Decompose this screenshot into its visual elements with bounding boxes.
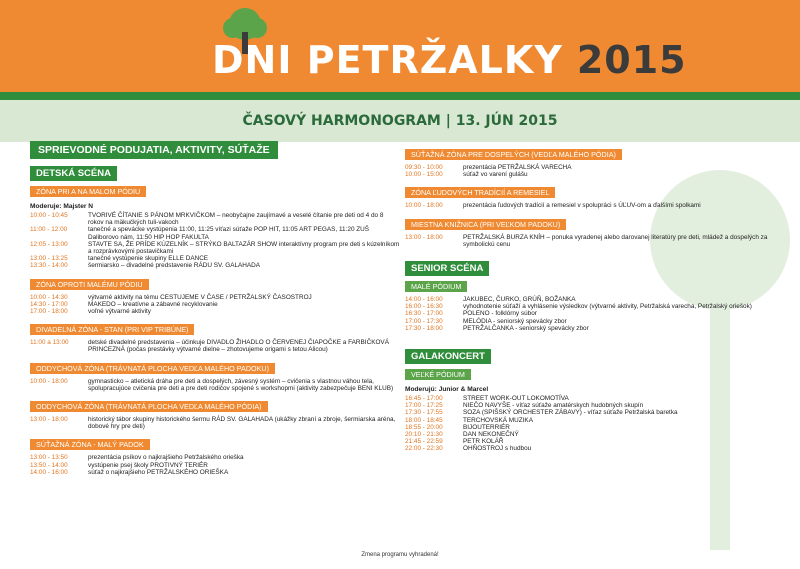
schedule-row bbox=[30, 212, 400, 226]
event-text: historický tábor skupiny historického šermu RÁD SV. GALAHADA (ukážky zbraní a zbroje, šermiarska aréna, dobové hry pre deti) bbox=[88, 416, 396, 431]
time-label: 21:45 - 22:59 bbox=[405, 438, 443, 446]
time-label: 11:00 a 13:00 bbox=[30, 339, 69, 347]
event-text: súťaž vo varení gulášu bbox=[463, 171, 528, 179]
schedule-row bbox=[30, 262, 400, 269]
time-label: 10:00 - 10:45 bbox=[30, 212, 68, 219]
schedule-row bbox=[405, 431, 770, 438]
time-label: 17:00 - 17:30 bbox=[405, 317, 443, 325]
event-text: STREET WORK-OUT LOKOMOTÍVA bbox=[463, 395, 569, 403]
event-text: tanečné a spevácke vystúpenia 11:00, 11:25 víťazi súťaže POP HIT, 11:05 ART PEGAS, 11:20 ZUŠ Daliborovo nám, 11:50 HIP HOP FAKULTA bbox=[88, 226, 370, 241]
program-section bbox=[30, 319, 400, 353]
time-label: 14:00 - 16:00 bbox=[30, 468, 68, 476]
time-label: 22:00 - 22:30 bbox=[405, 445, 443, 453]
time-label: 16:30 - 17:00 bbox=[405, 310, 443, 318]
schedule-row bbox=[405, 303, 770, 310]
header-banner bbox=[0, 0, 800, 100]
schedule-row bbox=[30, 378, 400, 392]
event-text: TERCHOVSKÁ MUZIKA bbox=[463, 416, 533, 424]
page-title: DNI PETRŽALKY 2015 bbox=[212, 38, 687, 82]
schedule-row bbox=[405, 424, 770, 431]
program-section bbox=[30, 274, 400, 316]
time-label: 17:00 - 17:25 bbox=[405, 402, 443, 410]
schedule-row bbox=[405, 445, 770, 452]
event-text: prezentácia ľudových tradícií a remesiel v spolupráci s ÚĽUV-om a ďalšími spolkami bbox=[463, 202, 701, 210]
event-text: vystúpenie psej školy PROTIVNÝ TERIÉR bbox=[88, 461, 208, 469]
time-label: 13:50 - 14:00 bbox=[30, 461, 68, 469]
event-text: voľné výtvarné aktivity bbox=[88, 308, 151, 316]
schedule-row bbox=[30, 462, 400, 469]
schedule-row bbox=[405, 164, 770, 171]
program-section bbox=[405, 346, 770, 453]
event-text: prezentácia PETRŽALSKÁ VARECHA bbox=[463, 164, 572, 171]
time-label: 17:30 - 18:00 bbox=[405, 324, 443, 332]
moderator: Moderujú: Junior & Marcel bbox=[405, 386, 489, 394]
right-column bbox=[405, 140, 770, 453]
program-section bbox=[30, 358, 400, 392]
time-label: 12:05 - 13:00 bbox=[30, 240, 68, 248]
zone-header: MIESTNA KNIŽNICA (PRI VEĽKOM PADOKU) bbox=[405, 219, 566, 230]
program-section bbox=[405, 258, 770, 332]
event-text: prezentácia psíkov o najkrajšieho Petržalského orieška bbox=[88, 454, 244, 462]
moderator: Moderuje: Majster N bbox=[30, 203, 94, 210]
time-label: 16:45 - 17:00 bbox=[405, 395, 443, 403]
program-section bbox=[405, 144, 770, 178]
zone-header: ZÓNA ĽUDOVÝCH TRADÍCIÍ A REMESIEL bbox=[405, 187, 555, 198]
event-text: STAVTE SA, ŽE PRÍDE KÚZELNÍK – STRÝKO BALTAZÁR SHOW interaktívny program pre deti s kúzelníkom a rozprávkovými postavičkami bbox=[88, 240, 400, 256]
time-label: 10:00 - 14:30 bbox=[30, 293, 68, 301]
schedule-row bbox=[405, 325, 770, 332]
event-text: NIEČO NAVYŠE - víťaz súťaže amatérskych hudobných skupín bbox=[463, 402, 644, 410]
time-label: 10:00 - 18:00 bbox=[30, 377, 68, 385]
time-label: 17:00 - 18:00 bbox=[30, 308, 68, 316]
time-label: 13:00 - 18:00 bbox=[30, 416, 68, 424]
schedule-row bbox=[30, 308, 400, 315]
time-label: 13:30 - 14:00 bbox=[30, 262, 68, 270]
left-column bbox=[30, 140, 400, 476]
schedule-row bbox=[405, 409, 770, 416]
time-label: 13:00 - 13:25 bbox=[30, 255, 68, 263]
section-header: SENIOR SCÉNA bbox=[405, 261, 489, 276]
time-label: 18:55 - 20:00 bbox=[405, 423, 443, 431]
time-label: 13:00 - 13:50 bbox=[30, 454, 68, 462]
event-text: TVORIVÉ ČÍTANIE S PÁNOM MRKVIČKOM – neobyčajne zaujímavé a veselé čítanie pre deti od 4 do 8 rokov na mäkučkých tuli-vakoch bbox=[88, 212, 384, 227]
time-label: 18:00 - 18:45 bbox=[405, 416, 443, 424]
footer-note: Zmena programu vyhradená! bbox=[361, 552, 439, 558]
zone-header: MALÉ PÓDIUM bbox=[405, 281, 467, 292]
event-text: gymnasticko – atletická dráha pre deti a dospelých, závesný systém – cvičenia s vlastnou váhou tela, spolupracujúce cvičenia pre deti a pre deti rodičov spojené s workshopmi (aktivity zabezpečuje BENI KLUB) bbox=[88, 377, 394, 392]
section-header: GALAKONCERT bbox=[405, 349, 491, 364]
section-header: DETSKÁ SCÉNA bbox=[30, 166, 117, 181]
schedule-row bbox=[405, 234, 770, 248]
program-section bbox=[405, 214, 770, 248]
time-label: 20:10 - 21:30 bbox=[405, 431, 443, 439]
event-text: súťaž o najkrajšieho PETRŽALSKÉHO ORIEŠKA bbox=[88, 468, 229, 476]
zone-header: ZÓNA OPROTI MALÉMU PÓDIU bbox=[30, 279, 149, 290]
zone-header: DIVADELNÁ ZÓNA - STAN (PRI VIP TRIBÚNE) bbox=[30, 324, 194, 335]
time-label: 13:00 - 18:00 bbox=[405, 233, 443, 241]
event-text: DAN NEKONEČNÝ bbox=[463, 431, 519, 439]
schedule-row bbox=[30, 301, 400, 308]
event-text: MELÓDIA - seniorský spevácky zbor bbox=[463, 317, 567, 325]
event-text: detské divadelné predstavenia – účinkuje DIVADLO ŽIHADLO O ČERVENEJ ČIAPOČKE a FARBIČKOVÁ PRINCEZNÁ (počas prestávky výtvarné dielne – zhotovujeme origami s tetou Alicou) bbox=[88, 339, 389, 354]
event-text: PETRŽALSKÁ BURZA KNÍH – ponuka vyradenej alebo darovanej literatúry pre deti, mládež a dospelých za symbolickú cenu bbox=[463, 233, 768, 248]
zone-header: SÚŤAŽNÁ ZÓNA PRE DOSPELÝCH (VEDĽA MALÉHO PÓDIA) bbox=[405, 149, 622, 160]
time-label: 17:30 - 17:55 bbox=[405, 409, 443, 417]
schedule-row bbox=[30, 454, 400, 461]
event-text: JAKUBEC, ČURKO, GRÚŇ, BOŽANKA bbox=[463, 296, 576, 304]
schedule-row bbox=[405, 296, 770, 303]
zone-header: VEĽKÉ PÓDIUM bbox=[405, 369, 471, 380]
schedule-row bbox=[30, 416, 400, 430]
event-text: výtvarné aktivity na tému CESTUJEME V ČASE / PETRŽALSKÝ ČASOSTROJ bbox=[88, 293, 312, 301]
event-text: tanečné vystúpenie skupiny ELLE DANCE bbox=[88, 255, 209, 263]
time-label: 11:00 - 12:00 bbox=[30, 226, 68, 234]
event-text: šermiarsko – divadelné predstavenie RÁDU SV. GALAHADA bbox=[88, 262, 261, 270]
schedule-row bbox=[30, 469, 400, 476]
program-section bbox=[30, 396, 400, 430]
event-text: PETR KOLÁŘ bbox=[463, 438, 504, 446]
event-text: POLENO - folklórny súbor bbox=[463, 310, 537, 318]
schedule-row bbox=[405, 318, 770, 325]
schedule-row bbox=[405, 438, 770, 445]
event-text: OHŇOSTROJ s hudbou bbox=[463, 445, 532, 453]
event-text: MAKEDO – kreatívne a zábavné recyklovanie bbox=[88, 300, 218, 308]
schedule-row bbox=[30, 294, 400, 301]
event-text: PETRŽALČANKA - seniorský spevácky zbor bbox=[463, 324, 589, 332]
schedule-row bbox=[405, 310, 770, 317]
zone-header: ZÓNA PRI A NA MALOM PÓDIU bbox=[30, 186, 146, 197]
zone-header: ODDYCHOVÁ ZÓNA (TRÁVNATÁ PLOCHA VEDĽA MALÉHO PÓDIA) bbox=[30, 401, 268, 412]
event-text: vyhodnotenie súťaží a vyhlásenie výsledkov (výtvarné aktivity, Petržalská varecha, Petržalský oriešok) bbox=[463, 303, 752, 311]
time-label: 16:00 - 16:30 bbox=[405, 303, 443, 311]
time-label: 14:30 - 17:00 bbox=[30, 300, 68, 308]
program-section bbox=[405, 182, 770, 209]
schedule-row bbox=[405, 202, 770, 209]
time-label: 09:30 - 10:00 bbox=[405, 164, 443, 171]
program-section bbox=[30, 434, 400, 476]
time-label: 10:00 - 15:00 bbox=[405, 171, 443, 179]
main-header: SPRIEVODNÉ PODUJATIA, AKTIVITY, SÚŤAŽE bbox=[30, 141, 278, 159]
green-stripe bbox=[0, 92, 800, 100]
schedule-row bbox=[405, 417, 770, 424]
schedule-row bbox=[30, 241, 400, 255]
subtitle: ČASOVÝ HARMONOGRAM | 13. JÚN 2015 bbox=[242, 113, 558, 129]
program-section bbox=[30, 163, 400, 270]
schedule-row bbox=[30, 339, 400, 353]
schedule-row bbox=[405, 171, 770, 178]
event-text: BIJOUTERRIÉR bbox=[463, 423, 510, 431]
schedule-row bbox=[30, 226, 400, 240]
zone-header: SÚŤAŽNÁ ZÓNA - MALÝ PADOK bbox=[30, 439, 150, 450]
event-text: SOZA (SPIŠSKÝ ORCHESTER ZÁBAVY) - víťaz súťaže Petržalská baretka bbox=[463, 409, 678, 417]
time-label: 10:00 - 18:00 bbox=[405, 202, 443, 210]
time-label: 14:00 - 16:00 bbox=[405, 296, 443, 304]
zone-header: ODDYCHOVÁ ZÓNA (TRÁVNATÁ PLOCHA VEDĽA MALÉHO PADOKU) bbox=[30, 363, 275, 374]
